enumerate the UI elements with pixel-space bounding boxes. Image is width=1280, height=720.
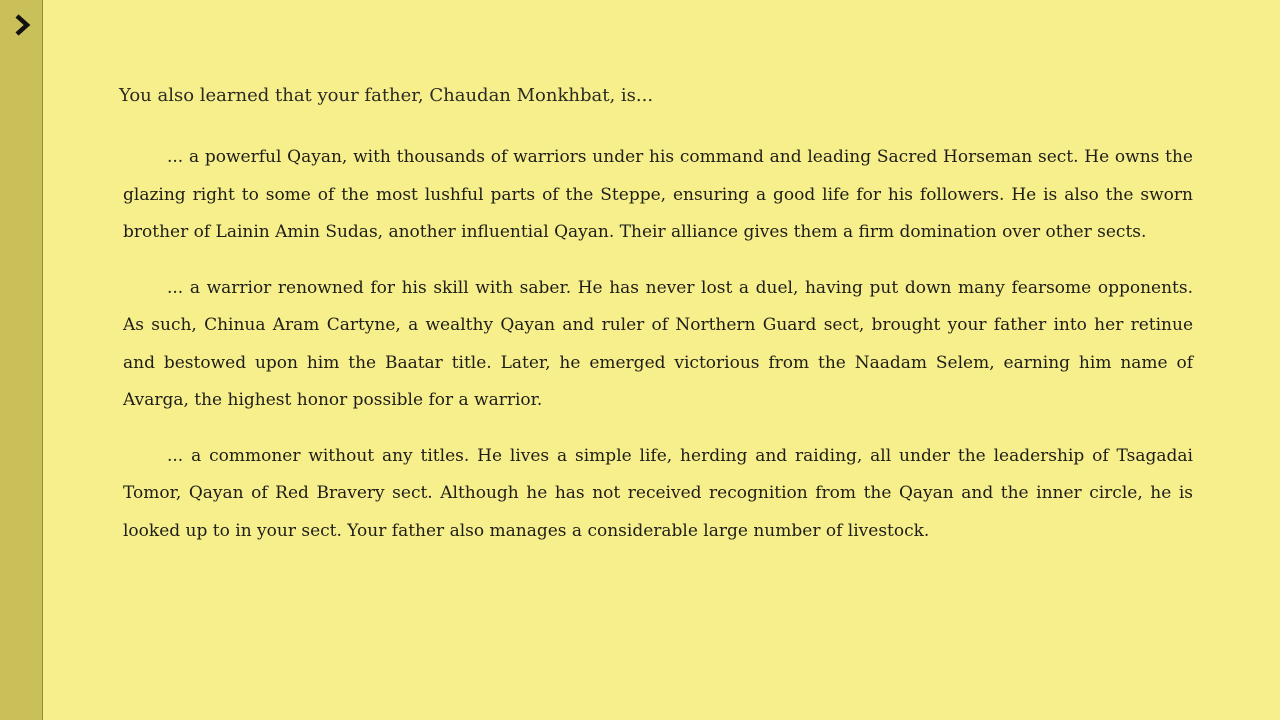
story-panel bbox=[44, 0, 1280, 720]
choice-renowned-warrior[interactable]: ... a warrior renowned for his skill with saber. He has never lost a duel, having put down many fearsome opponents. As such, Chinua Aram Cartyne, a wealthy Qayan and ruler of Northern Guard sect, brought your father into her retinue and bestowed upon him the Baatar title. Later, he emerged victorious from the Naadam Selem, earning him name of Avarga, the highest honor possible for a warrior. bbox=[123, 277, 1193, 410]
choice-powerful-qayan[interactable]: ... a powerful Qayan, with thousands of warriors under his command and leading Sacred Horseman sect. He owns the glazing right to some of the most lushful parts of the Steppe, ensuring a good life for his followers. He is also the sworn brother of Lainin Amin Sudas, another influential Qayan. Their alliance gives them a firm domination over other sects. bbox=[123, 147, 1193, 242]
choice-commoner[interactable]: ... a commoner without any titles. He lives a simple life, herding and raiding, all under the leadership of Tsagadai Tomor, Qayan of Red Bravery sect. Although he has not received recognition from the Qayan and the inner circle, he is looked up to in your sect. Your father also manages a considerable large number of livestock. bbox=[123, 445, 1193, 541]
sidebar-toggle-button[interactable] bbox=[12, 12, 36, 38]
choice-list bbox=[123, 139, 1193, 568]
chevron-right-icon bbox=[12, 12, 36, 38]
sidebar bbox=[0, 0, 43, 720]
story-intro: You also learned that your father, Chaudan Monkhbat, is... bbox=[119, 85, 654, 106]
